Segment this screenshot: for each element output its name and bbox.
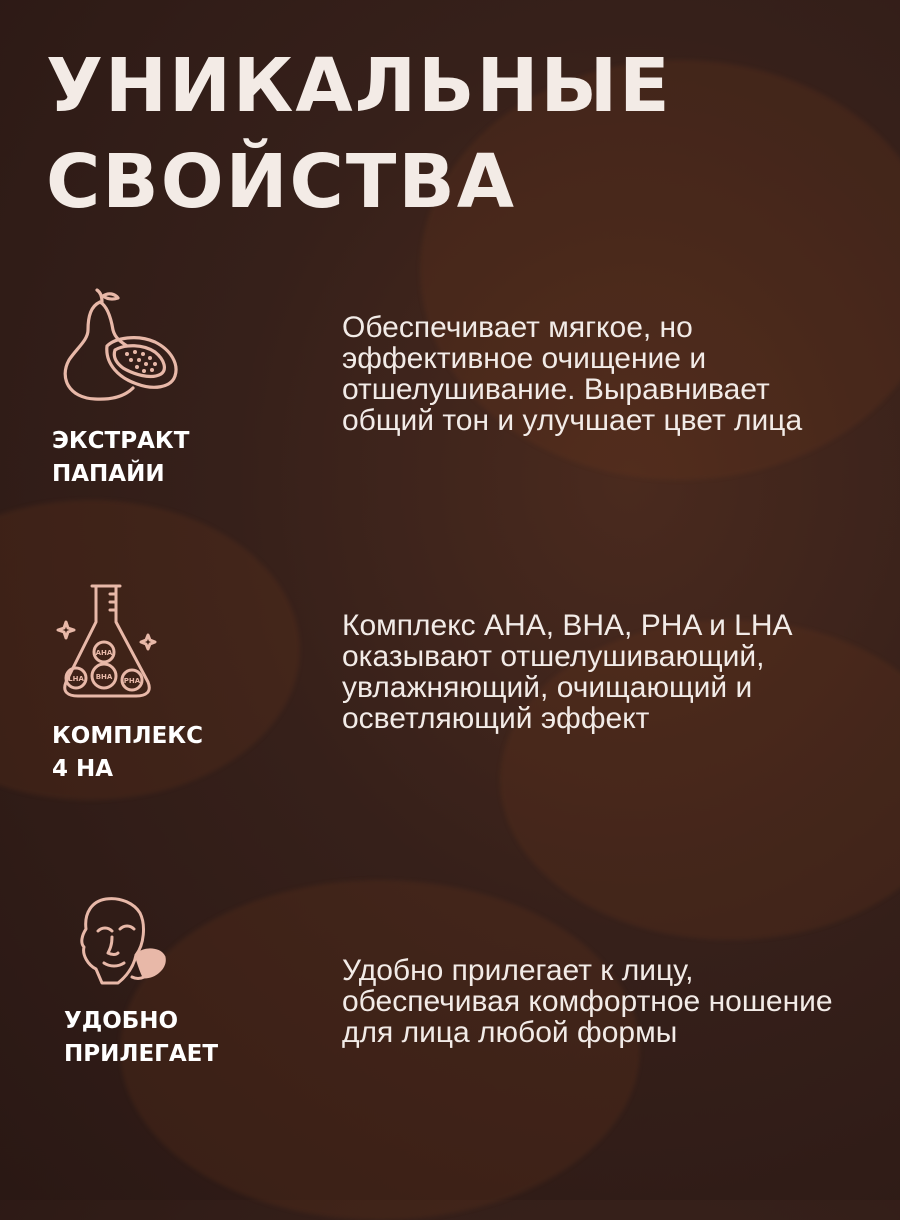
flask-icon <box>52 582 162 702</box>
feature-label-line: ПРИЛЕГАЕТ <box>64 1041 219 1067</box>
feature-label <box>64 1005 218 1071</box>
feature-label-line: УДОБНО <box>64 1008 179 1034</box>
feature-label-line: КОМПЛЕКС <box>52 723 203 749</box>
feature-label <box>52 720 203 786</box>
feature-description: Удобно прилегает к лицу, обеспечивая комфортное ношение для лица любой формы <box>342 954 833 1049</box>
flask-tag-bha: BHA <box>95 673 113 681</box>
feature-label-line: ЭКСТРАКТ <box>52 428 190 454</box>
title-line: СВОЙСТВА <box>46 139 517 225</box>
feature-label-line: 4 НА <box>52 756 114 782</box>
page-title <box>46 38 672 230</box>
flask-tag-lha: LHA <box>68 675 84 683</box>
feature-label-line: ПАПАЙИ <box>52 461 165 487</box>
feature-label <box>52 425 189 491</box>
face-mask-icon <box>70 895 170 995</box>
feature-description: Обеспечивает мягкое, но эффективное очищение и отшелушивание. Выравнивает общий тон и улучшает цвет лица <box>342 311 803 437</box>
feature-description: Комплекс AHA, BHA, PHA и LHA оказывают отшелушивающий, увлажняющий, очищающий и осветляющий эффект <box>342 609 791 735</box>
flask-tag-pha: PHA <box>123 677 141 685</box>
flask-tag-aha: AHA <box>95 649 113 657</box>
papaya-icon <box>55 288 185 403</box>
title-line: УНИКАЛЬНЫЕ <box>46 43 672 129</box>
